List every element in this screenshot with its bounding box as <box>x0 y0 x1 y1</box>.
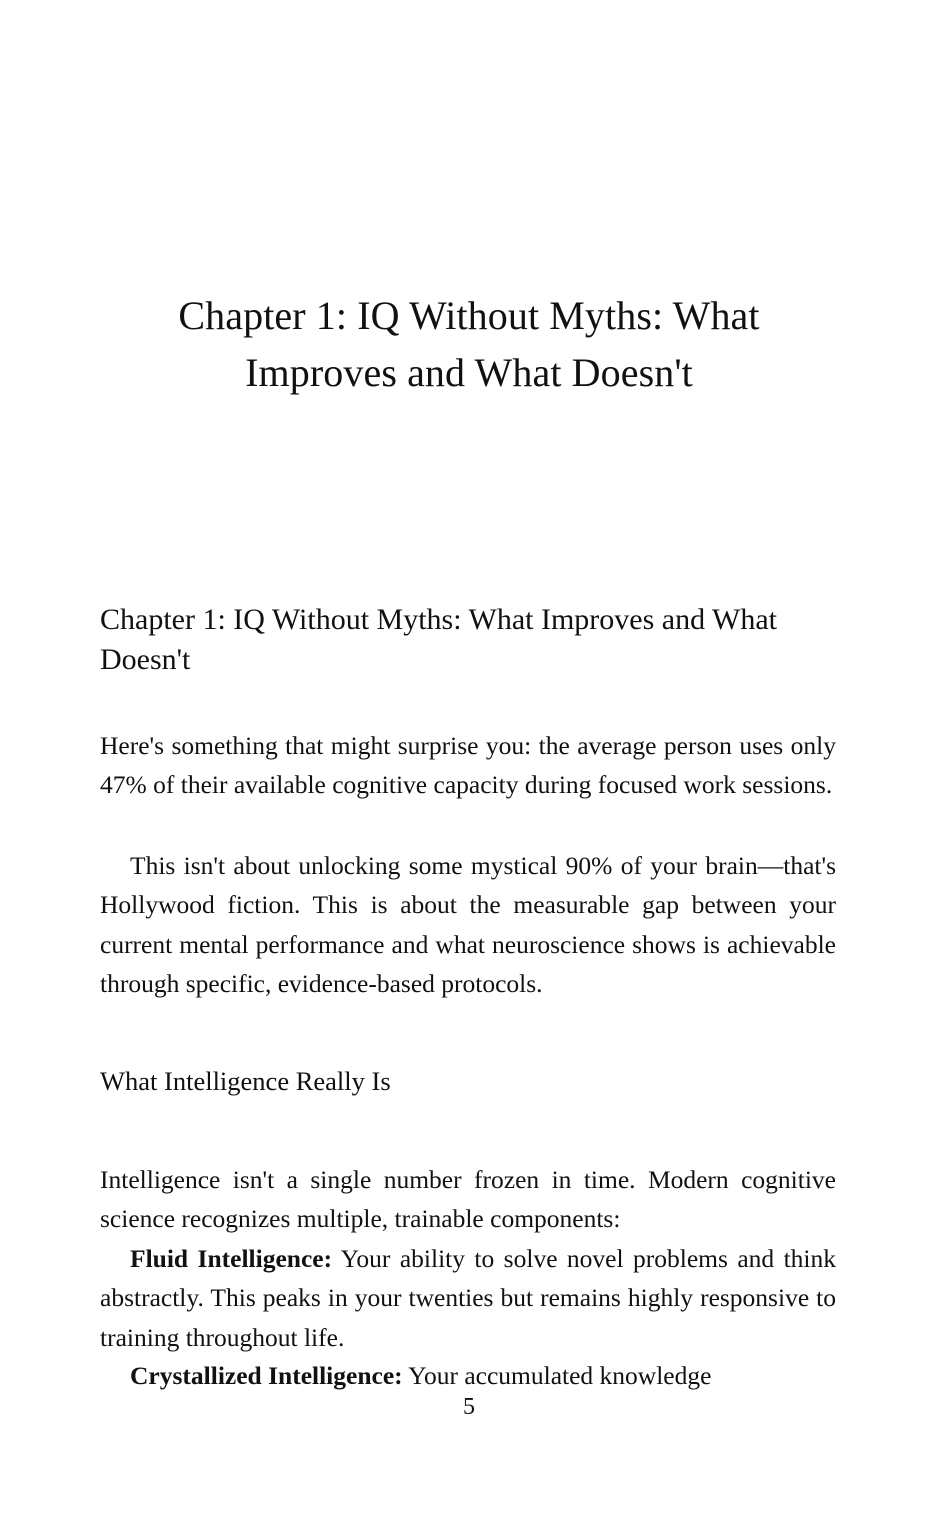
paragraph-crystallized-intelligence <box>100 1356 836 1396</box>
page-content <box>100 0 838 1516</box>
crystallized-intelligence-text: Your accumulated knowledge <box>402 1360 712 1390</box>
fluid-intelligence-label: Fluid Intelligence: <box>130 1243 333 1273</box>
paragraph-myth-text: This isn't about unlocking some mystical 90% of your brain—that's Hollywood fiction. This is about the measurable gap between your current mental performance and what neuroscience shows is achievable through specific, evidence-based protocols. <box>100 850 836 998</box>
chapter-title: Chapter 1: IQ Without Myths: What Improves and What Doesn't <box>178 293 760 395</box>
section-heading: Chapter 1: IQ Without Myths: What Improves and What Doesn't <box>100 603 778 676</box>
paragraph-fluid-intelligence <box>100 1239 836 1358</box>
subheading-what-intelligence-really-is: What Intelligence Really Is <box>100 1066 391 1096</box>
page-number: 5 <box>463 1394 475 1420</box>
paragraph-myth <box>100 846 836 1004</box>
crystallized-intelligence-label: Crystallized Intelligence: <box>130 1360 403 1390</box>
paragraph-intelligence-lead: Intelligence isn't a single number frozen in time. Modern cognitive science recognizes multiple, trainable components: <box>100 1164 836 1233</box>
paragraph-intro: Here's something that might surprise you: the average person uses only 47% of their available cognitive capacity during focused work sessions. <box>100 730 836 799</box>
fluid-intelligence-text: Your ability to solve novel problems and think abstractly. This peaks in your twenties but remains highly responsive to training throughout life. <box>100 1243 836 1352</box>
